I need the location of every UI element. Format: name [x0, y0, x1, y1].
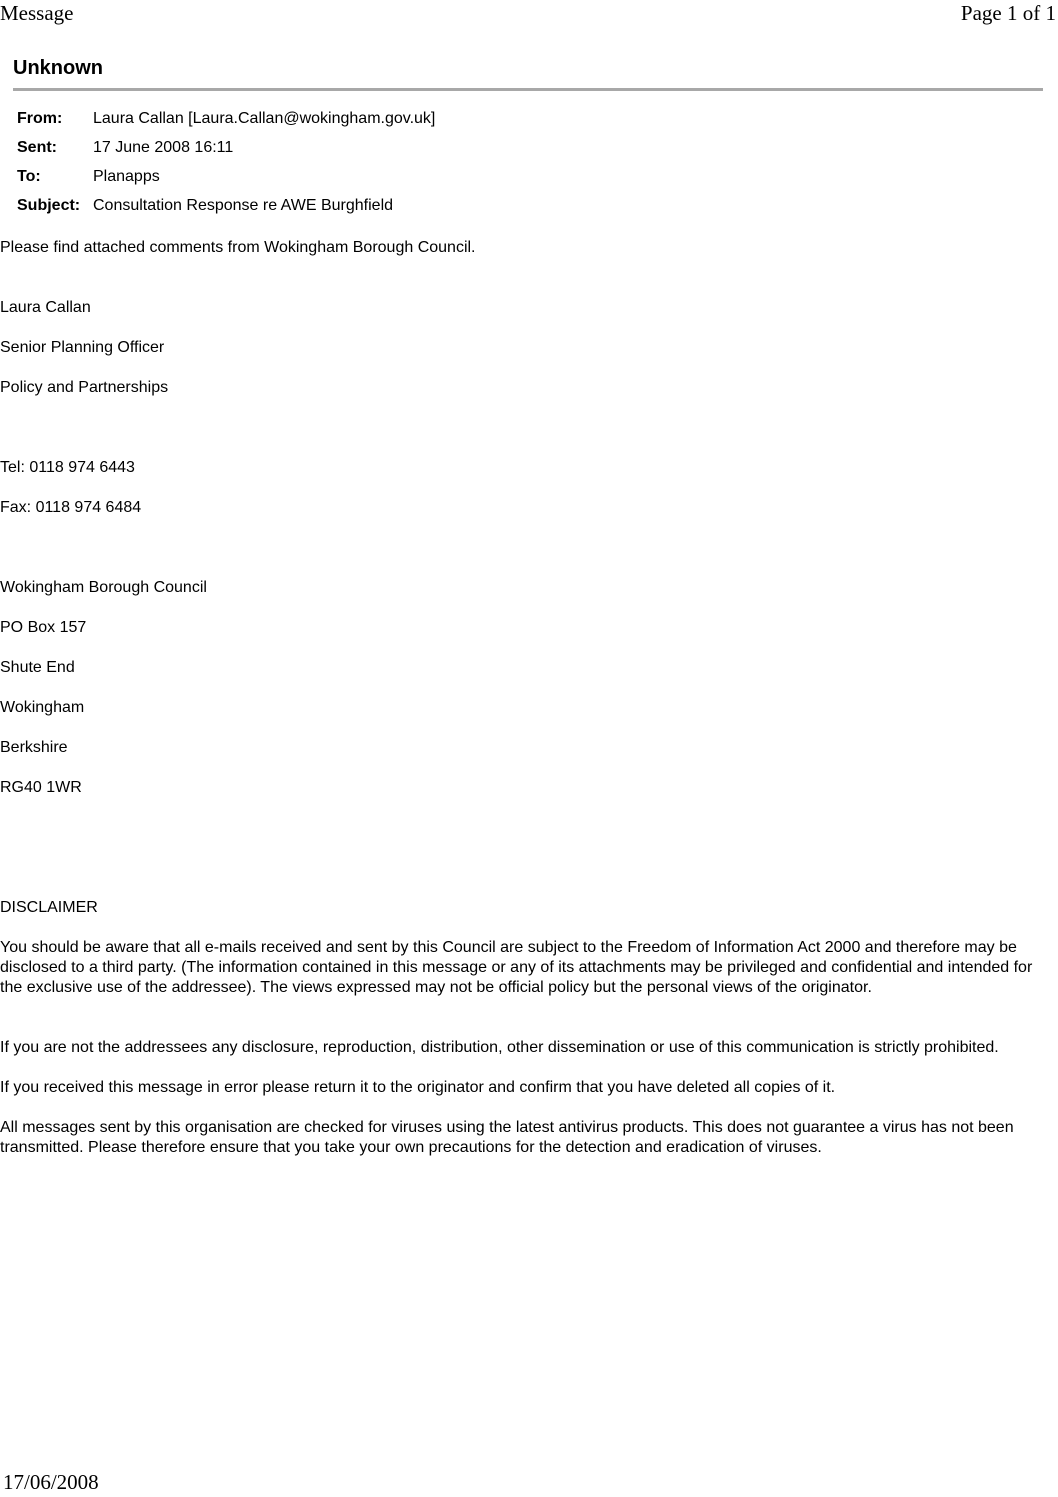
page-number: Page 1 of 1 — [960, 1, 1056, 25]
page-header-title: Message — [0, 1, 74, 25]
signature-department: Policy and Partnerships — [0, 379, 169, 396]
address-line: Shute End — [0, 659, 75, 676]
email-body — [0, 238, 1058, 1178]
title-divider — [13, 88, 1043, 91]
sent-value: 17 June 2008 16:11 — [93, 138, 234, 156]
email-headers — [17, 104, 435, 220]
disclaimer-p2: If you are not the addressees any disclosure, reproduction, distribution, other dissemination or use of this communication is strictly prohibited. — [0, 1039, 999, 1056]
header-label: From: — [17, 109, 63, 127]
contact-fax: Fax: 0118 974 6484 — [0, 499, 142, 516]
contact-tel: Tel: 0118 974 6443 — [0, 459, 135, 476]
page-footer-date: 17/06/2008 — [3, 1470, 99, 1494]
disclaimer-p1 — [0, 878, 1058, 1018]
disclaimer-p4: All messages sent by this organisation are checked for viruses using the latest antivirus products. This does not guarantee a virus has not been transmitted. Please therefore ensure that you take your own precautions for the detection and eradication of viruses. — [0, 1119, 1014, 1156]
signature-name: Laura Callan — [0, 299, 91, 316]
header-row-sent — [17, 133, 435, 162]
address-line: Berkshire — [0, 739, 68, 756]
header-row-to — [17, 162, 435, 191]
email-title: Unknown — [13, 57, 103, 79]
address-line: PO Box 157 — [0, 619, 87, 636]
header-label: Subject: — [17, 196, 81, 214]
header-label: To: — [17, 167, 41, 185]
address-block — [0, 558, 1058, 818]
address-line: RG40 1WR — [0, 779, 82, 796]
disclaimer-p3: If you received this message in error please return it to the originator and confirm that you have deleted all copies of it. — [0, 1079, 836, 1096]
disclaimer-heading: DISCLAIMER — [0, 899, 98, 916]
signature — [0, 278, 1058, 418]
signature-role: Senior Planning Officer — [0, 339, 165, 356]
disclaimer-text: You should be aware that all e-mails received and sent by this Council are subject to the Freedom of Information Act 2000 and therefore may be disclosed to a third party. (The information contained in this message or any of its attachments may be privileged and confidential and intended for the exclusive use of the addressee). The views expressed may not be official policy but the personal views of the originator. — [0, 939, 1033, 996]
header-row-from — [17, 104, 435, 133]
intro-text: Please find attached comments from Wokingham Borough Council. — [0, 239, 476, 256]
recipient-value: Planapps — [93, 167, 160, 185]
header-row-subject — [17, 191, 435, 220]
address-line: Wokingham Borough Council — [0, 579, 207, 596]
address-line: Wokingham — [0, 699, 85, 716]
header-label: Sent: — [17, 138, 57, 156]
subject-value: Consultation Response re AWE Burghfield — [93, 196, 394, 214]
spacer — [0, 818, 1058, 878]
contact-block — [0, 438, 1058, 538]
sender-value: Laura Callan [Laura.Callan@wokingham.gov.uk] — [93, 109, 436, 127]
